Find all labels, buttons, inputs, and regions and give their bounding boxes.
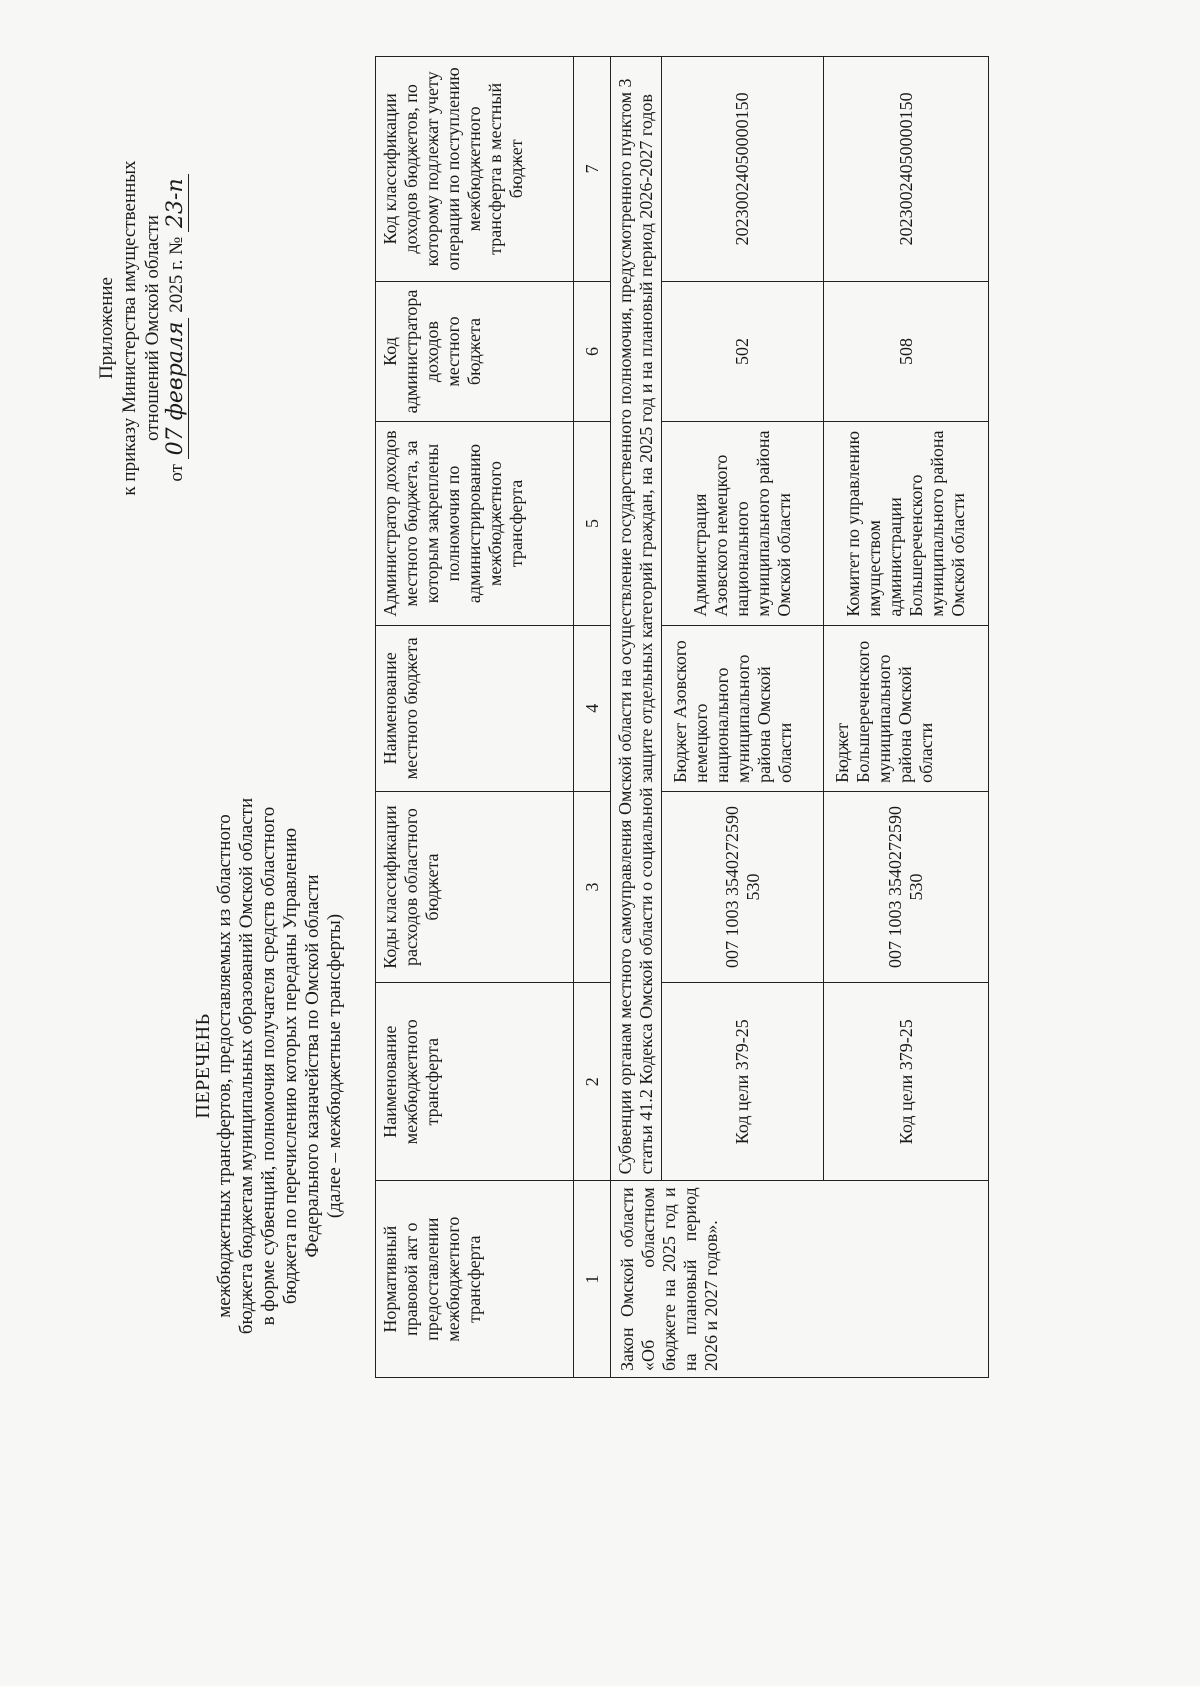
column-number: 3 bbox=[574, 791, 611, 982]
appendix-date-line bbox=[164, 78, 188, 578]
header-cell: Нормативный правовой акт о предоставлении межбюджетного трансферта bbox=[376, 1181, 574, 1378]
subvention-row bbox=[611, 57, 662, 1378]
column-number-row bbox=[574, 57, 611, 1378]
column-number: 7 bbox=[574, 57, 611, 282]
table-row bbox=[662, 57, 824, 1378]
column-number: 4 bbox=[574, 625, 611, 791]
appendix-ministry-line: отношений Омской области bbox=[142, 215, 163, 441]
budget-name-cell: Бюджет Азовского немецкого национального муниципального района Омской области bbox=[662, 625, 824, 791]
appendix-order-line: к приказу Министерства имущественных bbox=[119, 160, 140, 496]
table-header-row bbox=[376, 57, 574, 1378]
title-line: межбюджетных трансфертов, предоставляемых из областного bbox=[214, 814, 235, 1318]
transfers-table bbox=[375, 56, 989, 1378]
admin-code-cell: 502 bbox=[662, 281, 824, 422]
admin-code-cell: 508 bbox=[824, 281, 989, 422]
date-prefix: от bbox=[166, 464, 187, 482]
table-row bbox=[824, 57, 989, 1378]
header-cell: Код классификации доходов бюджетов, по которому подлежат учету операции по поступлению межбюджетного трансферта в местный бюджет bbox=[376, 57, 574, 282]
date-year: 2025 г. № bbox=[166, 236, 187, 313]
title-line: (далее – межбюджетные трансферты) bbox=[324, 913, 345, 1219]
doc-number-handwritten: 23-п bbox=[163, 174, 189, 232]
appendix-block bbox=[95, 78, 188, 578]
income-code-cell: 20230024050000150 bbox=[824, 57, 989, 282]
administrator-cell: Администрация Азовского немецкого национального муниципального района Омской области bbox=[662, 422, 824, 625]
appendix-title: Приложение bbox=[96, 277, 117, 379]
expense-code-cell: 007 1003 3540272590 530 bbox=[662, 791, 824, 982]
document-title bbox=[192, 566, 346, 1566]
header-cell: Администратор доходов местного бюджета, за которым закреплены полномочия по администрированию межбюджетного трансферта bbox=[376, 422, 574, 625]
expense-code-cell: 007 1003 3540272590 530 bbox=[824, 791, 989, 982]
budget-name-cell: Бюджет Большереченского муниципального района Омской области bbox=[824, 625, 989, 791]
target-code-cell: Код цели 379-25 bbox=[824, 983, 989, 1181]
column-number: 5 bbox=[574, 422, 611, 625]
column-number: 6 bbox=[574, 281, 611, 422]
header-cell: Наименование межбюджетного трансферта bbox=[376, 983, 574, 1181]
title-line: в форме субвенций, полномочия получателя средств областного bbox=[258, 806, 279, 1326]
title-heading: ПЕРЕЧЕНЬ bbox=[192, 1013, 214, 1119]
column-number: 1 bbox=[574, 1181, 611, 1378]
title-line: бюджета бюджетам муниципальных образований Омской области bbox=[236, 797, 257, 1335]
header-cell: Коды классификации расходов областного бюджета bbox=[376, 791, 574, 982]
column-number: 2 bbox=[574, 983, 611, 1181]
title-line: Федерального казначейства по Омской области bbox=[302, 874, 323, 1258]
subvention-name-cell bbox=[611, 57, 662, 1181]
title-line: бюджета по перечислению которых переданы Управлению bbox=[280, 827, 301, 1305]
date-handwritten: 07 февраля bbox=[163, 318, 189, 460]
legal-act-cell: Закон Омской области «Об областном бюджете на 2025 год и на плановый период 2026 и 2027 годов». bbox=[611, 1181, 989, 1378]
income-code-cell: 20230024050000150 bbox=[662, 57, 824, 282]
administrator-cell: Комитет по управлению имуществом администрации Большереченского муниципального района Омской области bbox=[824, 422, 989, 625]
header-cell: Код администратора доходов местного бюджета bbox=[376, 281, 574, 422]
header-cell: Наименование местного бюджета bbox=[376, 625, 574, 791]
target-code-cell: Код цели 379-25 bbox=[662, 983, 824, 1181]
subvention-name: Субвенции органам местного самоуправления Омской области на осуществление государственного полномочия, предусмотренного пунктом 3 статьи 41.2 Кодекса Омской области о социальной защите отдельных категорий граждан, на 2025 год и на плановый период 2026-2027 годов bbox=[615, 78, 656, 1175]
